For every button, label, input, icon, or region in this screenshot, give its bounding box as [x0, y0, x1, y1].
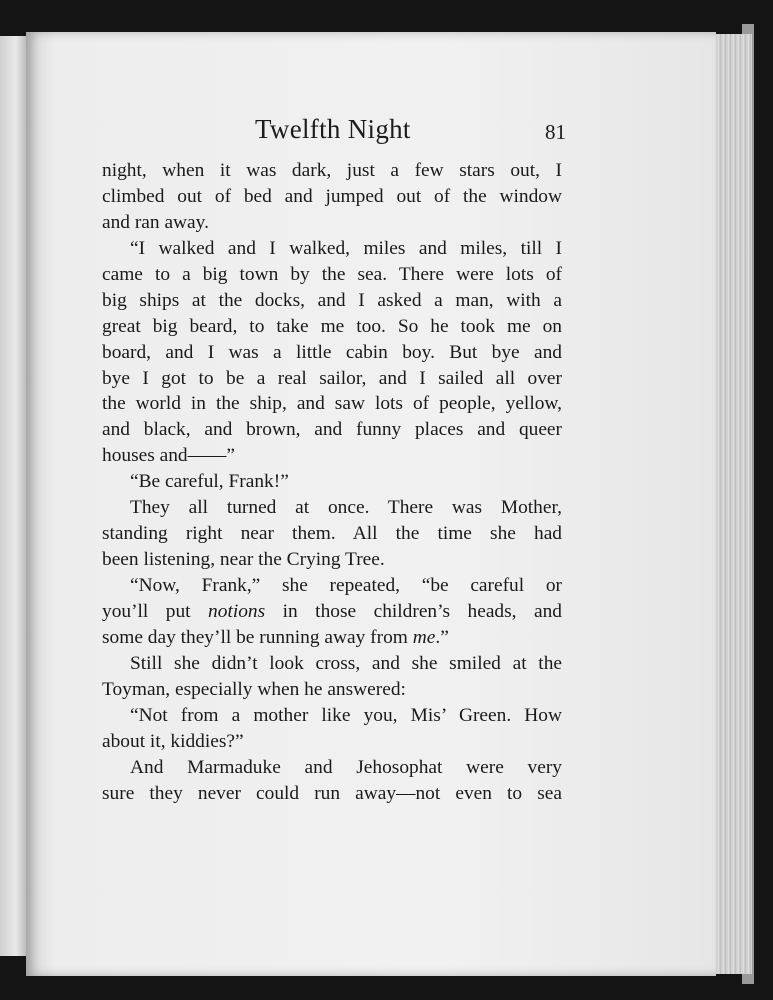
text-line: They all turned at once. There was Mother,	[130, 497, 562, 519]
text-line: climbed out of bed and jumped out of the window	[102, 185, 562, 207]
text-line: Still she didn’t look cross, and she smiled at the	[130, 652, 562, 674]
text-line: great big beard, to take me too. So he took me on	[102, 315, 562, 337]
italic-word: notions	[208, 600, 266, 622]
page-number: 81	[545, 120, 566, 144]
italic-word: me	[412, 626, 436, 648]
text-line: board, and I was a little cabin boy. But bye and	[102, 341, 562, 363]
body-text	[102, 158, 562, 806]
text-fragment: some day they’ll be running away from	[102, 626, 413, 648]
text-line: “Now, Frank,” she repeated, “be careful or	[130, 575, 562, 596]
text-fragment: you’ll put	[102, 600, 209, 622]
page-header	[0, 112, 773, 152]
text-line: big ships at the docks, and I asked a man, with a	[102, 289, 562, 311]
text-line: and black, and brown, and funny places and queer	[102, 419, 562, 441]
text-line: about it, kiddies?”	[102, 730, 244, 752]
running-title: Twelfth Night	[255, 114, 411, 144]
text-line: night, when it was dark, just a few stars out, I	[102, 160, 562, 181]
text-line: the world in the ship, and saw lots of people, yellow,	[102, 393, 562, 415]
text-fragment: .”	[435, 626, 449, 648]
text-line: and ran away.	[102, 211, 209, 233]
text-line: houses and——”	[102, 445, 236, 467]
text-line: been listening, near the Crying Tree.	[102, 549, 385, 571]
text-line	[102, 625, 562, 651]
text-line: And Marmaduke and Jehosophat were very	[130, 756, 562, 778]
text-line: “Not from a mother like you, Mis’ Green. How	[130, 704, 562, 726]
text-line: “I walked and I walked, miles and miles, till I	[130, 237, 562, 259]
text-line: came to a big town by the sea. There were lots of	[102, 263, 562, 285]
text-line: bye I got to be a real sailor, and I sailed all over	[102, 367, 562, 389]
page-stack-edges	[712, 34, 752, 974]
text-line	[102, 599, 562, 625]
facing-page-edge	[0, 36, 26, 956]
text-line: Toyman, especially when he answered:	[102, 678, 406, 700]
text-line: sure they never could run away—not even to sea	[102, 782, 562, 804]
text-line: “Be careful, Frank!”	[130, 471, 289, 493]
text-fragment: in those children’s heads, and	[265, 600, 562, 622]
text-line: standing right near them. All the time she had	[102, 523, 562, 545]
